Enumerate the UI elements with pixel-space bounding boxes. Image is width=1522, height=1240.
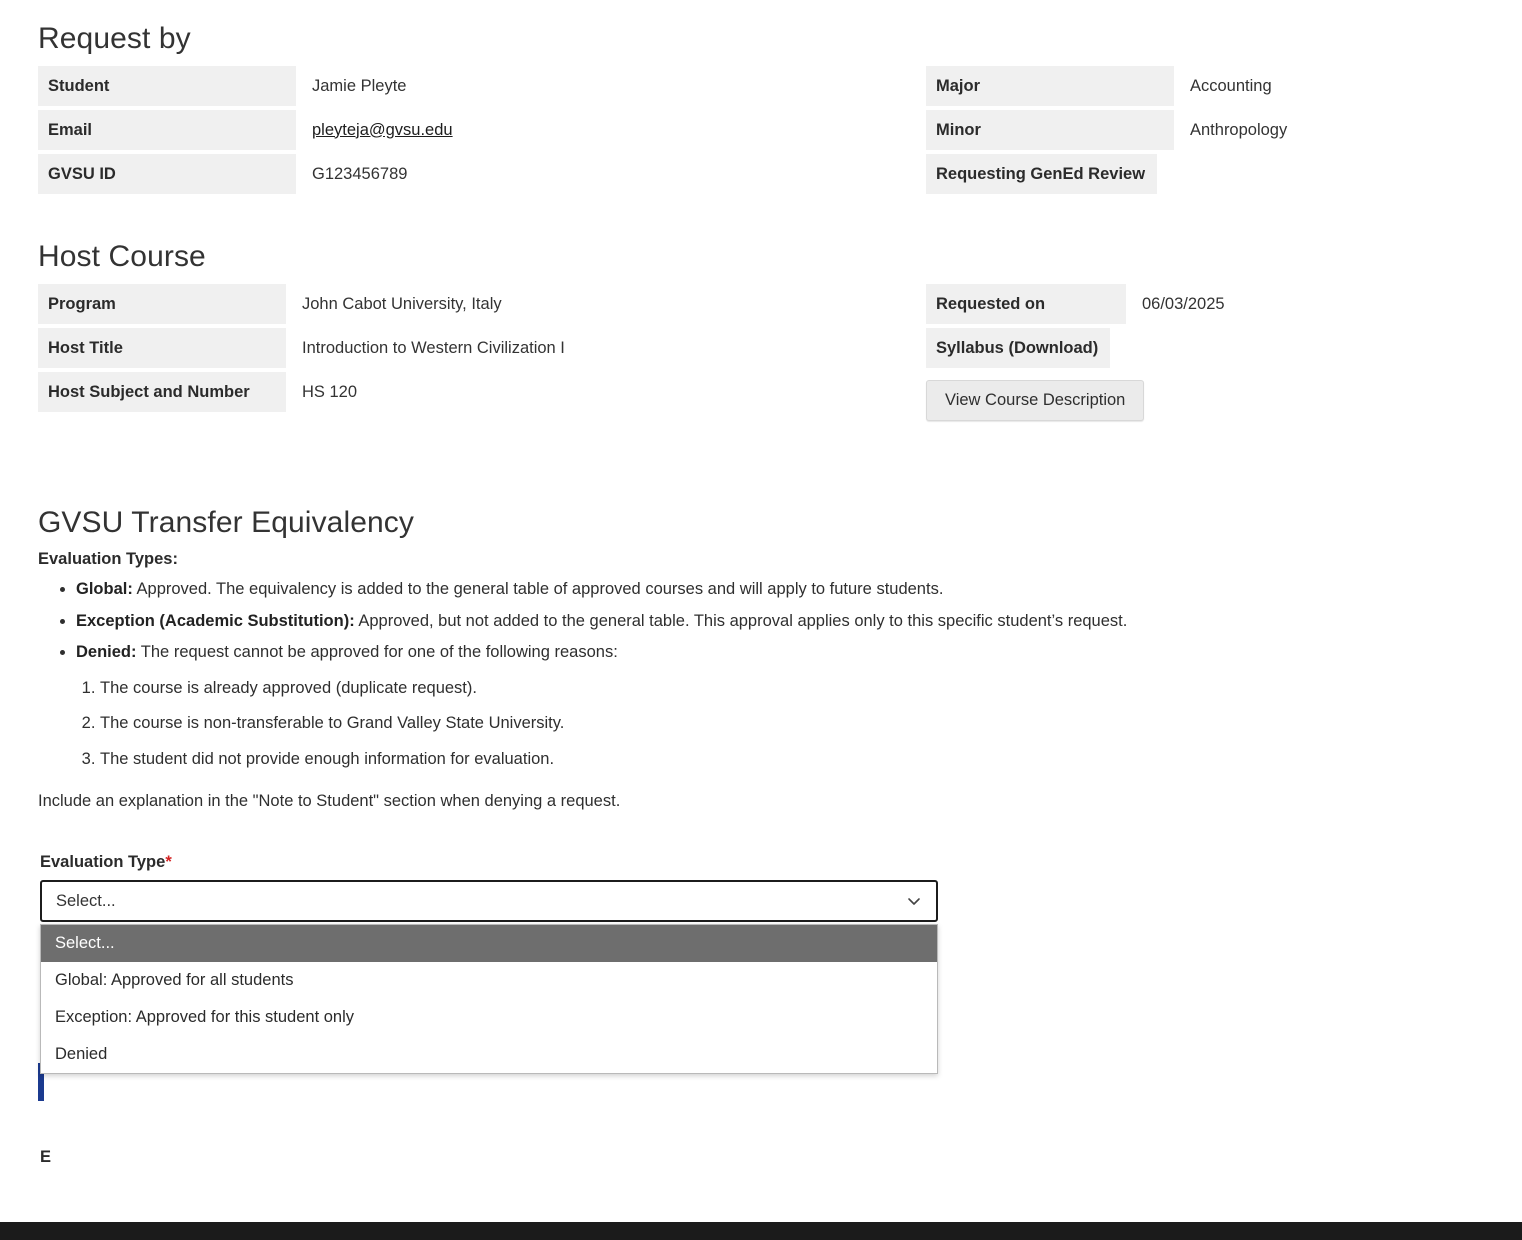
email-link[interactable]: pleyteja@gvsu.edu [312, 120, 453, 139]
info-row-gened-review [926, 154, 1486, 194]
denied-reason-1: 1. The course is already approved (duplicate request). [100, 676, 1484, 702]
gvsu-id-label: GVSU ID [38, 154, 296, 194]
evaluation-types-heading: Evaluation Types: [38, 550, 178, 568]
host-course-heading: Host Course [38, 240, 206, 273]
host-course-left-column [38, 284, 898, 416]
host-subject-number-value: HS 120 [302, 382, 358, 401]
dropdown-option-select[interactable]: Select... [41, 925, 937, 962]
request-by-left-column [38, 66, 898, 198]
required-marker: * [165, 853, 172, 872]
evaluation-type-selected-value: Select... [56, 891, 116, 910]
host-subject-number-label: Host Subject and Number [38, 372, 286, 412]
evaluation-type-dropdown[interactable] [40, 924, 938, 1074]
denied-text: The request cannot be approved for one of the following reasons: [136, 643, 618, 662]
info-row-gvsu-id [38, 154, 898, 194]
exception-term: Exception (Academic Substitution): [76, 611, 355, 630]
denied-reasons-list [80, 676, 1484, 773]
info-row-program [38, 284, 898, 324]
denied-reason-3: 3. The student did not provide enough information for evaluation. [100, 747, 1484, 773]
requested-on-value: 06/03/2025 [1142, 294, 1225, 313]
view-course-description-button[interactable]: View Course Description [926, 380, 1144, 421]
dropdown-option-global[interactable]: Global: Approved for all students [55, 971, 294, 990]
evaluation-type-label-text: Evaluation Type [40, 853, 166, 872]
evaluation-type-select[interactable] [40, 880, 938, 922]
info-row-email [38, 110, 898, 150]
major-label: Major [926, 66, 1174, 106]
dropdown-option-exception[interactable]: Exception: Approved for this student only [55, 1008, 355, 1027]
host-title-value: Introduction to Western Civilization I [302, 338, 565, 357]
host-title-label: Host Title [38, 328, 286, 368]
evaluation-types-list [52, 577, 1484, 666]
program-value: John Cabot University, Italy [302, 294, 502, 313]
explanation-note: Include an explanation in the "Note to Student" section when denying a request. [38, 792, 621, 811]
denied-term: Denied: [76, 643, 137, 662]
list-item-denied [76, 640, 1484, 666]
request-by-block [38, 66, 1484, 218]
student-value: Jamie Pleyte [312, 76, 407, 95]
request-by-right-column [926, 66, 1486, 198]
global-term: Global: [76, 580, 133, 598]
dropdown-option-denied[interactable]: Denied [55, 1045, 108, 1064]
major-value: Accounting [1190, 76, 1272, 95]
list-item-exception [76, 609, 1484, 635]
info-row-minor [926, 110, 1486, 150]
email-label: Email [38, 110, 296, 150]
gvsu-id-value: G123456789 [312, 164, 408, 183]
email-value-cell [296, 110, 453, 150]
evaluation-type-select-wrap [40, 880, 938, 1064]
host-course-right-column [926, 284, 1486, 421]
list-item-global [76, 577, 1484, 603]
host-course-block [38, 284, 1484, 484]
global-text: Approved. The equivalency is added to the general table of approved courses and will apply to future students. [132, 580, 944, 598]
requesting-gened-review-label: Requesting GenEd Review [926, 154, 1157, 194]
obscured-field-label: E [40, 1148, 52, 1166]
transfer-equivalency-heading: GVSU Transfer Equivalency [38, 506, 414, 539]
info-row-host-subject-number [38, 372, 898, 412]
evaluation-type-label [40, 853, 1484, 872]
exception-text: Approved, but not added to the general table. This approval applies only to this specific student’s request. [354, 611, 1128, 630]
minor-value: Anthropology [1190, 120, 1288, 139]
info-row-host-title [38, 328, 898, 368]
request-by-heading: Request by [38, 22, 191, 55]
minor-label: Minor [926, 110, 1174, 150]
syllabus-download-link[interactable]: Syllabus (Download) [926, 328, 1110, 368]
info-row-requested-on [926, 284, 1486, 324]
chevron-down-icon [906, 893, 922, 909]
info-row-syllabus [926, 328, 1486, 368]
info-row-student [38, 66, 898, 106]
requested-on-label: Requested on [926, 284, 1126, 324]
program-label: Program [38, 284, 286, 324]
footer-strip [0, 1222, 1522, 1240]
info-row-major [926, 66, 1486, 106]
student-label: Student [38, 66, 296, 106]
denied-reason-2: 2. The course is non-transferable to Grand Valley State University. [100, 711, 1484, 737]
